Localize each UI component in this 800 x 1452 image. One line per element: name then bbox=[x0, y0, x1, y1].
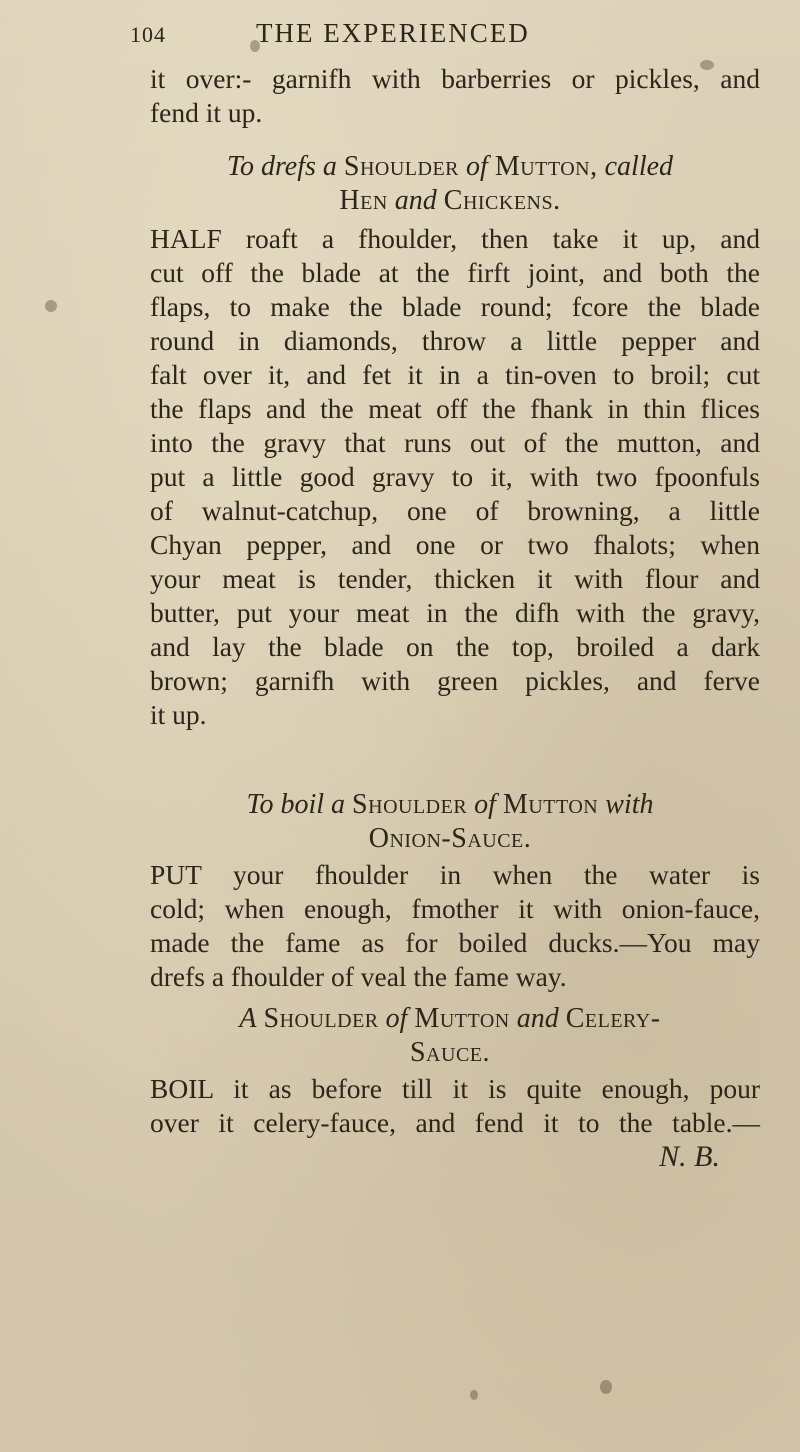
heading-text: of bbox=[385, 1003, 408, 1034]
recipe-heading-line2 bbox=[140, 1036, 760, 1070]
heading-text: To boil a bbox=[246, 789, 346, 820]
heading-text: of bbox=[466, 151, 488, 182]
heading-text: Hen bbox=[339, 185, 388, 216]
text-line: BOIL it as before till it is quite enough, pour bbox=[150, 1073, 760, 1104]
heading-text: Celery- bbox=[565, 1003, 661, 1034]
text-line: of walnut-catchup, one of browning, a little bbox=[150, 495, 760, 526]
running-title: THE EXPERIENCED bbox=[256, 18, 530, 48]
page-number: 104 bbox=[130, 22, 166, 47]
nota-bene-mark: N. B. bbox=[659, 1140, 720, 1173]
paper-foxing-spot bbox=[470, 1390, 478, 1400]
heading-text: and bbox=[394, 185, 437, 216]
text-line: it over:- garnifh with barberries or pickles, and bbox=[150, 63, 760, 94]
recipe-heading bbox=[140, 150, 760, 184]
text-line: it up. bbox=[150, 699, 207, 730]
paper-foxing-spot bbox=[45, 300, 57, 312]
recipe-heading-line2 bbox=[140, 184, 760, 218]
heading-text: called bbox=[604, 151, 674, 182]
text-line: falt over it, and fet it in a tin-oven to broil; cut bbox=[150, 359, 760, 390]
heading-text: and bbox=[516, 1003, 559, 1034]
text-line: round in diamonds, throw a little pepper and bbox=[150, 325, 760, 356]
heading-text: Onion-Sauce. bbox=[368, 823, 532, 854]
heading-text: Shoulder bbox=[263, 1003, 379, 1034]
paper-foxing-spot bbox=[600, 1380, 612, 1394]
text-line: cut off the blade at the firft joint, and both the bbox=[150, 257, 760, 288]
text-line: Chyan pepper, and one or two fhalots; when bbox=[150, 529, 760, 560]
recipe-hen-and-chickens bbox=[140, 150, 760, 218]
recipe-heading bbox=[140, 788, 760, 822]
heading-text: Mutton, bbox=[494, 151, 598, 182]
heading-text: Shoulder bbox=[352, 789, 468, 820]
heading-text: A bbox=[239, 1003, 257, 1034]
recipe-onion-sauce-body bbox=[150, 858, 760, 994]
text-line: the flaps and the meat off the fhank in thin flices bbox=[150, 393, 760, 424]
heading-text: of bbox=[474, 789, 496, 820]
text-line: brown; garnifh with green pickles, and ferve bbox=[150, 665, 760, 696]
text-line: your meat is tender, thicken it with flour and bbox=[150, 563, 760, 594]
text-line: over it celery-fauce, and fend it to the table.— bbox=[150, 1107, 760, 1138]
text-line: into the gravy that runs out of the mutton, and bbox=[150, 427, 760, 458]
recipe-heading-line2 bbox=[140, 822, 760, 856]
running-head bbox=[130, 18, 760, 48]
heading-text: Mutton bbox=[414, 1003, 510, 1034]
text-line: fend it up. bbox=[150, 97, 263, 128]
recipe-onion-sauce bbox=[140, 788, 760, 856]
recipe-heading bbox=[140, 1002, 760, 1036]
heading-text: with bbox=[605, 789, 654, 820]
recipe-celery-sauce bbox=[140, 1002, 760, 1070]
heading-text: Mutton bbox=[502, 789, 599, 820]
heading-text: Shoulder bbox=[343, 151, 460, 182]
text-line: put a little good gravy to it, with two fpoonfuls bbox=[150, 461, 760, 492]
text-line: HALF roaft a fhoulder, then take it up, and bbox=[150, 223, 760, 254]
text-line: flaps, to make the blade round; fcore the blade bbox=[150, 291, 760, 322]
intro-text bbox=[150, 62, 760, 130]
heading-text: To drefs a bbox=[226, 151, 337, 182]
text-line: butter, put your meat in the difh with the gravy, bbox=[150, 597, 760, 628]
heading-text: Chickens. bbox=[443, 185, 561, 216]
heading-text: Sauce. bbox=[409, 1037, 490, 1068]
recipe-celery-sauce-body bbox=[150, 1072, 760, 1174]
text-line: made the fame as for boiled ducks.—You may bbox=[150, 927, 760, 958]
text-line: PUT your fhoulder in when the water is bbox=[150, 859, 760, 890]
recipe-hen-and-chickens-body bbox=[150, 222, 760, 732]
text-line: drefs a fhoulder of veal the fame way. bbox=[150, 961, 567, 992]
text-line: and lay the blade on the top, broiled a dark bbox=[150, 631, 760, 662]
text-line: cold; when enough, fmother it with onion-fauce, bbox=[150, 893, 760, 924]
